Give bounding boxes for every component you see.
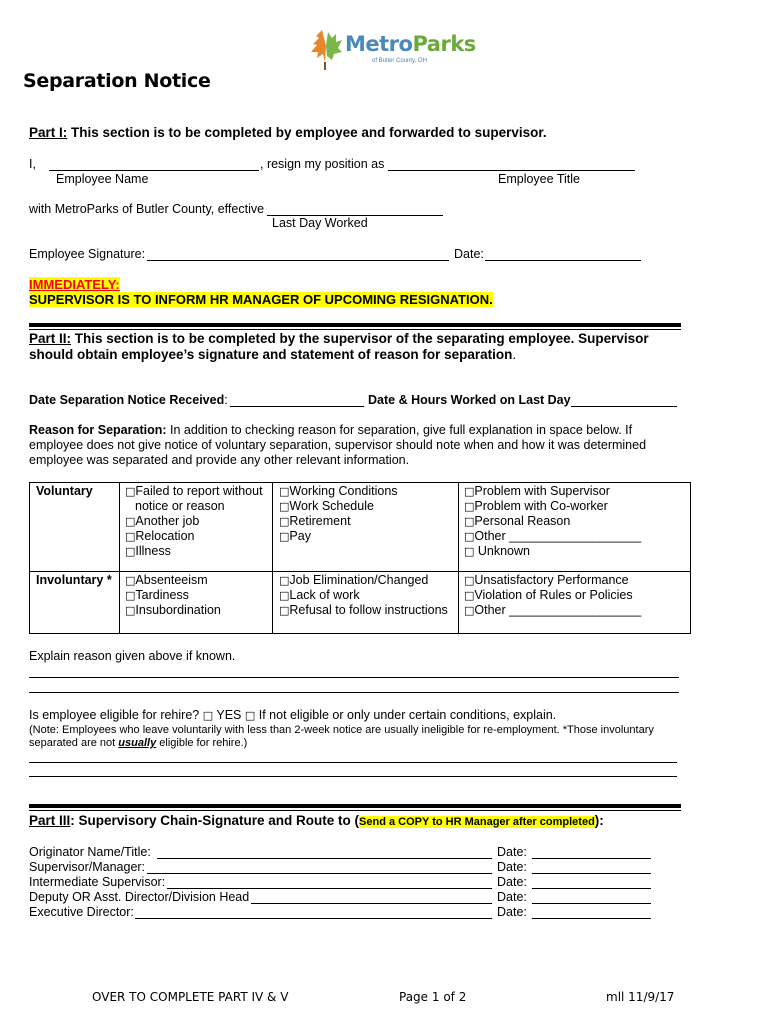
reason-option[interactable] bbox=[464, 544, 641, 559]
effective-text: with MetroParks of Butler County, effective bbox=[29, 202, 265, 216]
checkbox-icon[interactable]: □ bbox=[125, 530, 136, 543]
reason-option[interactable] bbox=[279, 529, 398, 544]
rehire-question: Is employee eligible for rehire? □ YES □ If not eligible or only under certain conditions, explain. bbox=[29, 708, 557, 722]
reason-option[interactable] bbox=[125, 544, 263, 559]
reason-option[interactable] bbox=[464, 588, 641, 603]
reason-option[interactable] bbox=[125, 514, 263, 529]
immediately-label: IMMEDIATELY: bbox=[29, 277, 120, 292]
reason-option[interactable] bbox=[464, 529, 641, 544]
reason-option-label: Working Conditions bbox=[289, 484, 398, 498]
reason-option-label: Failed to report without bbox=[135, 484, 263, 498]
employee-title-field[interactable] bbox=[388, 170, 635, 171]
part1-date-label: Date: bbox=[454, 247, 484, 261]
rehire-no-checkbox[interactable]: □ bbox=[244, 709, 256, 722]
voluntary-col1 bbox=[125, 484, 263, 559]
reason-option[interactable] bbox=[125, 573, 221, 588]
leaf-logo-icon bbox=[308, 26, 344, 70]
part1-date-field[interactable] bbox=[485, 260, 641, 261]
employee-name-field[interactable] bbox=[49, 170, 259, 171]
chain-row-label: Supervisor/Manager: bbox=[29, 860, 146, 874]
voluntary-col3 bbox=[464, 484, 641, 559]
reason-option-label: Job Elimination/Changed bbox=[289, 573, 429, 587]
rehire-yes-label: YES bbox=[213, 708, 242, 722]
chain-row-date-label: Date: bbox=[497, 890, 527, 904]
reason-line1: Reason for Separation: In addition to checking reason for separation, give full explanation in space below. If bbox=[29, 423, 633, 437]
reason-option-label: Unknown bbox=[474, 544, 530, 558]
chain-row-date-label: Date: bbox=[497, 860, 527, 874]
reasons-table bbox=[29, 482, 691, 634]
reason-option-label: Another job bbox=[135, 514, 200, 528]
section-divider-2-thin bbox=[29, 810, 681, 811]
section-divider bbox=[29, 323, 681, 327]
chain-row-label: Intermediate Supervisor: bbox=[29, 875, 166, 889]
last-day-label: Last Day Worked bbox=[272, 216, 368, 230]
reason-option[interactable] bbox=[279, 573, 448, 588]
reason-option[interactable] bbox=[464, 573, 641, 588]
reason-option-label: Retirement bbox=[289, 514, 351, 528]
checkbox-icon[interactable]: □ bbox=[279, 500, 290, 513]
checkbox-icon[interactable]: □ bbox=[279, 589, 290, 602]
supervisor-notice: SUPERVISOR IS TO INFORM HR MANAGER OF UPCOMING RESIGNATION. bbox=[29, 292, 493, 307]
section-divider-thin bbox=[29, 329, 681, 330]
checkbox-icon[interactable]: □ bbox=[464, 545, 475, 558]
voluntary-label: Voluntary bbox=[36, 484, 93, 498]
checkbox-icon[interactable]: □ bbox=[464, 515, 475, 528]
reason-option-label: Problem with Co-worker bbox=[474, 499, 608, 513]
reason-option[interactable] bbox=[464, 603, 641, 618]
reason-option-label: Tardiness bbox=[135, 588, 189, 602]
chain-row-date-field[interactable] bbox=[532, 888, 651, 889]
checkbox-icon[interactable]: □ bbox=[279, 530, 290, 543]
checkbox-icon[interactable]: □ bbox=[279, 485, 290, 498]
involuntary-col3 bbox=[464, 573, 641, 618]
involuntary-col1 bbox=[125, 573, 221, 618]
part2-heading-line2: should obtain employee’s signature and statement of reason for separation. bbox=[29, 347, 517, 362]
part1-heading-text: This section is to be completed by employee and forwarded to supervisor. bbox=[67, 125, 547, 140]
reason-option-label: Other ___________________ bbox=[474, 529, 642, 543]
checkbox-icon[interactable]: □ bbox=[125, 515, 136, 528]
checkbox-icon[interactable]: □ bbox=[464, 500, 475, 513]
signature-label: Employee Signature: bbox=[29, 247, 146, 261]
reason-option-label: Problem with Supervisor bbox=[474, 484, 610, 498]
chain-row-signature-field[interactable] bbox=[251, 903, 492, 904]
logo-metro: Metro bbox=[345, 32, 413, 56]
explain-line-1[interactable] bbox=[29, 677, 679, 678]
checkbox-icon[interactable]: □ bbox=[464, 530, 475, 543]
logo-subtitle: of Butler County, OH bbox=[372, 58, 427, 64]
part1-heading bbox=[29, 125, 547, 140]
explain-line-2[interactable] bbox=[29, 692, 679, 693]
reason-option-label: Lack of work bbox=[289, 588, 360, 602]
chain-row-signature-field[interactable] bbox=[157, 858, 492, 859]
section-divider-2 bbox=[29, 804, 681, 808]
chain-row-date-field[interactable] bbox=[532, 918, 651, 919]
reason-option[interactable] bbox=[279, 514, 398, 529]
part1-line1-prefix: I, bbox=[29, 157, 36, 171]
chain-row-date-field[interactable] bbox=[532, 858, 651, 859]
reason-option[interactable] bbox=[279, 484, 398, 499]
checkbox-icon[interactable]: □ bbox=[125, 604, 136, 617]
chain-row-date-label: Date: bbox=[497, 905, 527, 919]
chain-row-label: Executive Director: bbox=[29, 905, 134, 919]
reason-option[interactable] bbox=[464, 514, 641, 529]
part1-line1-mid: , resign my position as bbox=[260, 157, 385, 171]
reason-line2: employee does not give notice of voluntary separation, supervisor should note when and how it was determined bbox=[29, 438, 647, 452]
checkbox-icon[interactable]: □ bbox=[125, 574, 136, 587]
chain-row-label: Originator Name/Title: bbox=[29, 845, 151, 859]
checkbox-icon[interactable]: □ bbox=[464, 574, 475, 587]
logo-parks: Parks bbox=[412, 32, 476, 56]
reason-option[interactable] bbox=[125, 529, 263, 544]
explain-label: Explain reason given above if known. bbox=[29, 649, 236, 663]
rehire-line-2[interactable] bbox=[29, 776, 677, 777]
checkbox-icon[interactable]: □ bbox=[279, 574, 290, 587]
footer-right: mll 11/9/17 bbox=[606, 990, 675, 1004]
voluntary-col2 bbox=[279, 484, 398, 544]
reason-option-label: Other ___________________ bbox=[474, 603, 642, 617]
reason-line3: employee was separated and provide any other relevant information. bbox=[29, 453, 410, 467]
hours-worked-field[interactable] bbox=[571, 406, 677, 407]
page-title: Separation Notice bbox=[23, 70, 211, 92]
checkbox-icon[interactable]: □ bbox=[125, 545, 136, 558]
reason-option-label: Absenteeism bbox=[135, 573, 208, 587]
employee-title-label: Employee Title bbox=[498, 172, 580, 186]
reason-option-label: Pay bbox=[289, 529, 311, 543]
reason-option-label: Personal Reason bbox=[474, 514, 571, 528]
involuntary-col2 bbox=[279, 573, 448, 618]
footer-page: Page 1 of 2 bbox=[399, 990, 467, 1004]
reason-option[interactable] bbox=[125, 603, 221, 618]
employee-name-label: Employee Name bbox=[56, 172, 149, 186]
chain-row-date-field[interactable] bbox=[532, 873, 651, 874]
rehire-line-1[interactable] bbox=[29, 762, 677, 763]
part2-heading-line1: Part II: This section is to be completed by the supervisor of the separating employee. Supervisor bbox=[29, 331, 649, 346]
checkbox-icon[interactable]: □ bbox=[279, 604, 290, 617]
reason-option-label: Refusal to follow instructions bbox=[289, 603, 448, 617]
reason-option[interactable] bbox=[279, 588, 448, 603]
reason-option-label: Unsatisfactory Performance bbox=[474, 573, 629, 587]
checkbox-icon[interactable]: □ bbox=[464, 589, 475, 602]
metroparks-logo bbox=[308, 26, 476, 70]
reason-option-label: Insubordination bbox=[135, 603, 221, 617]
chain-row-signature-field[interactable] bbox=[167, 888, 492, 889]
checkbox-icon[interactable]: □ bbox=[464, 485, 475, 498]
chain-row-date-field[interactable] bbox=[532, 903, 651, 904]
reason-option[interactable] bbox=[125, 484, 263, 499]
chain-row-label: Deputy OR Asst. Director/Division Head bbox=[29, 890, 250, 904]
part3-heading: Part III: Supervisory Chain-Signature and Route to (Send a COPY to HR Manager after completed): bbox=[29, 813, 604, 828]
note-line1: (Note: Employees who leave voluntarily with less than 2-week notice are usually ineligible for re-employment. *Those involuntary bbox=[29, 724, 654, 736]
checkbox-icon[interactable]: □ bbox=[125, 589, 136, 602]
reason-option[interactable] bbox=[125, 499, 263, 514]
chain-row-date-label: Date: bbox=[497, 845, 527, 859]
hours-worked-label: Date & Hours Worked on Last Day bbox=[368, 393, 571, 407]
rehire-no-text: If not eligible or only under certain conditions, explain. bbox=[255, 708, 557, 722]
part1-label: Part I: bbox=[29, 125, 68, 140]
date-received-label: Date Separation Notice Received: bbox=[29, 393, 228, 407]
reason-option[interactable] bbox=[279, 499, 398, 514]
reason-option-label: notice or reason bbox=[135, 499, 225, 513]
reason-option-label: Relocation bbox=[135, 529, 195, 543]
reason-option[interactable] bbox=[279, 603, 448, 618]
checkbox-icon[interactable]: □ bbox=[279, 515, 290, 528]
footer-left: OVER TO COMPLETE PART IV & V bbox=[92, 990, 289, 1004]
reason-option-label: Work Schedule bbox=[289, 499, 374, 513]
reason-option-label: Violation of Rules or Policies bbox=[474, 588, 633, 602]
reason-option[interactable] bbox=[464, 499, 641, 514]
employee-signature-field[interactable] bbox=[147, 260, 449, 261]
chain-row-date-label: Date: bbox=[497, 875, 527, 889]
checkbox-icon[interactable]: □ bbox=[125, 485, 136, 498]
chain-row-signature-field[interactable] bbox=[147, 873, 492, 874]
reason-option-label: Illness bbox=[135, 544, 171, 558]
reason-option[interactable] bbox=[125, 588, 221, 603]
note-line2: separated are not usually eligible for rehire.) bbox=[29, 737, 248, 749]
involuntary-label: Involuntary * bbox=[36, 573, 112, 587]
reason-option[interactable] bbox=[464, 484, 641, 499]
chain-row-signature-field[interactable] bbox=[135, 918, 492, 919]
checkbox-icon[interactable]: □ bbox=[464, 604, 475, 617]
date-received-field[interactable] bbox=[230, 406, 364, 407]
rehire-yes-checkbox[interactable]: □ bbox=[202, 709, 214, 722]
